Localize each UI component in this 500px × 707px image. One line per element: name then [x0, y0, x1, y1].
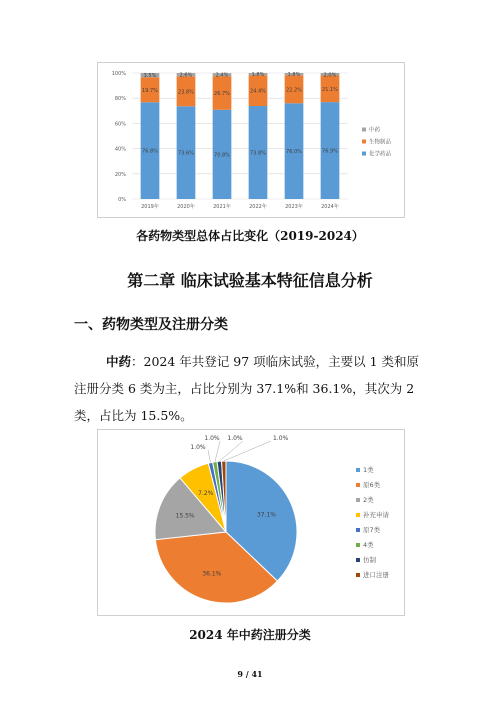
chapter-title: 第二章 临床试验基本特征信息分析: [127, 271, 373, 290]
slice-label: 37.1%: [256, 511, 277, 519]
x-tick-label: 2020年: [177, 204, 195, 210]
legend-label: 仿制: [363, 556, 376, 564]
legend-label: 中药: [369, 127, 381, 134]
leader-line: [208, 450, 210, 463]
data-label: 73.8%: [250, 150, 266, 157]
legend-swatch: [356, 558, 360, 562]
slice-label: 1.0%: [190, 444, 206, 451]
paragraph-line-2: 注册分类 6 类为主，占比分别为 37.1%和 36.1%，其次为 2: [74, 381, 415, 396]
data-label: 22.2%: [286, 87, 302, 94]
stacked-bar-chart: [97, 62, 405, 218]
legend-swatch: [356, 513, 360, 517]
leader-line: [215, 441, 220, 462]
data-label: 70.8%: [214, 152, 230, 159]
leader-line: [224, 441, 271, 461]
x-tick-label: 2024年: [321, 204, 339, 210]
data-label: 19.7%: [142, 87, 158, 94]
y-tick-label: 100%: [111, 71, 126, 77]
y-tick-label: 60%: [114, 121, 126, 128]
legend-swatch: [356, 573, 360, 577]
data-label: 76.9%: [322, 148, 338, 155]
y-tick-label: 20%: [114, 171, 126, 178]
pie-chart: [97, 429, 405, 616]
data-label: 2.4%: [215, 72, 229, 79]
data-label: 73.6%: [178, 150, 194, 157]
slice-label: 7.2%: [198, 489, 214, 497]
legend-label: 化学药品: [369, 151, 392, 158]
data-label: 21.1%: [322, 86, 338, 93]
paragraph-line-3: 类，占比为 15.5%。: [74, 408, 193, 423]
x-tick-label: 2023年: [285, 204, 303, 210]
slice-label: 1.0%: [204, 435, 220, 442]
data-label: 76.0%: [286, 149, 302, 156]
legend-label: 原6类: [363, 481, 381, 489]
legend-swatch: [356, 498, 360, 502]
legend-swatch: [362, 140, 366, 144]
data-label: 2.6%: [179, 72, 193, 79]
legend-swatch: [362, 128, 366, 132]
paragraph-lead: 中药: [106, 354, 132, 369]
data-label: 24.4%: [250, 88, 266, 95]
stacked-chart-caption: 各药物类型总体占比变化（2019-2024）: [136, 229, 364, 243]
x-tick-label: 2022年: [249, 204, 267, 210]
legend-label: 原7类: [363, 526, 381, 534]
data-label: 1.8%: [287, 72, 301, 79]
page-number: 9 / 41: [237, 669, 263, 679]
slice-label: 36.1%: [202, 570, 222, 578]
legend-label: 生物制品: [369, 139, 392, 146]
leader-line: [219, 441, 243, 461]
stacked-bar-chart-svg: [98, 63, 404, 217]
legend-label: 4类: [363, 541, 374, 549]
legend-swatch: [356, 468, 360, 472]
legend-label: 2类: [363, 496, 374, 504]
y-tick-label: 0%: [118, 197, 126, 203]
paragraph-line-1: [106, 348, 420, 375]
legend-swatch: [356, 528, 360, 532]
section-title: 一、药物类型及注册分类: [74, 317, 228, 333]
legend-label: 1类: [363, 466, 374, 474]
x-tick-label: 2021年: [213, 204, 231, 210]
pie-chart-caption: 2024 年中药注册分类: [189, 628, 311, 642]
y-tick-label: 40%: [114, 146, 126, 153]
data-label: 76.8%: [142, 148, 158, 155]
legend-label: 补充申请: [363, 511, 389, 519]
x-tick-label: 2019年: [141, 204, 159, 210]
slice-label: 1.0%: [273, 435, 289, 442]
data-label: 2.0%: [323, 72, 337, 79]
data-label: 23.8%: [178, 89, 194, 96]
body-paragraph: [106, 348, 420, 375]
pie-chart-svg: [98, 430, 404, 615]
slice-label: 15.5%: [175, 512, 195, 520]
data-label: 1.8%: [251, 72, 265, 79]
legend-swatch: [362, 152, 366, 156]
legend-label: 进口注册: [363, 571, 389, 579]
data-label: 3.5%: [143, 73, 157, 80]
data-label: 26.7%: [214, 90, 230, 97]
slice-label: 1.0%: [227, 435, 243, 442]
paragraph-line-1-text: ：2024 年共登记 97 项临床试验，主要以 1 类和原: [131, 354, 420, 369]
y-tick-label: 80%: [114, 96, 126, 103]
legend-swatch: [356, 543, 360, 547]
legend-swatch: [356, 483, 360, 487]
